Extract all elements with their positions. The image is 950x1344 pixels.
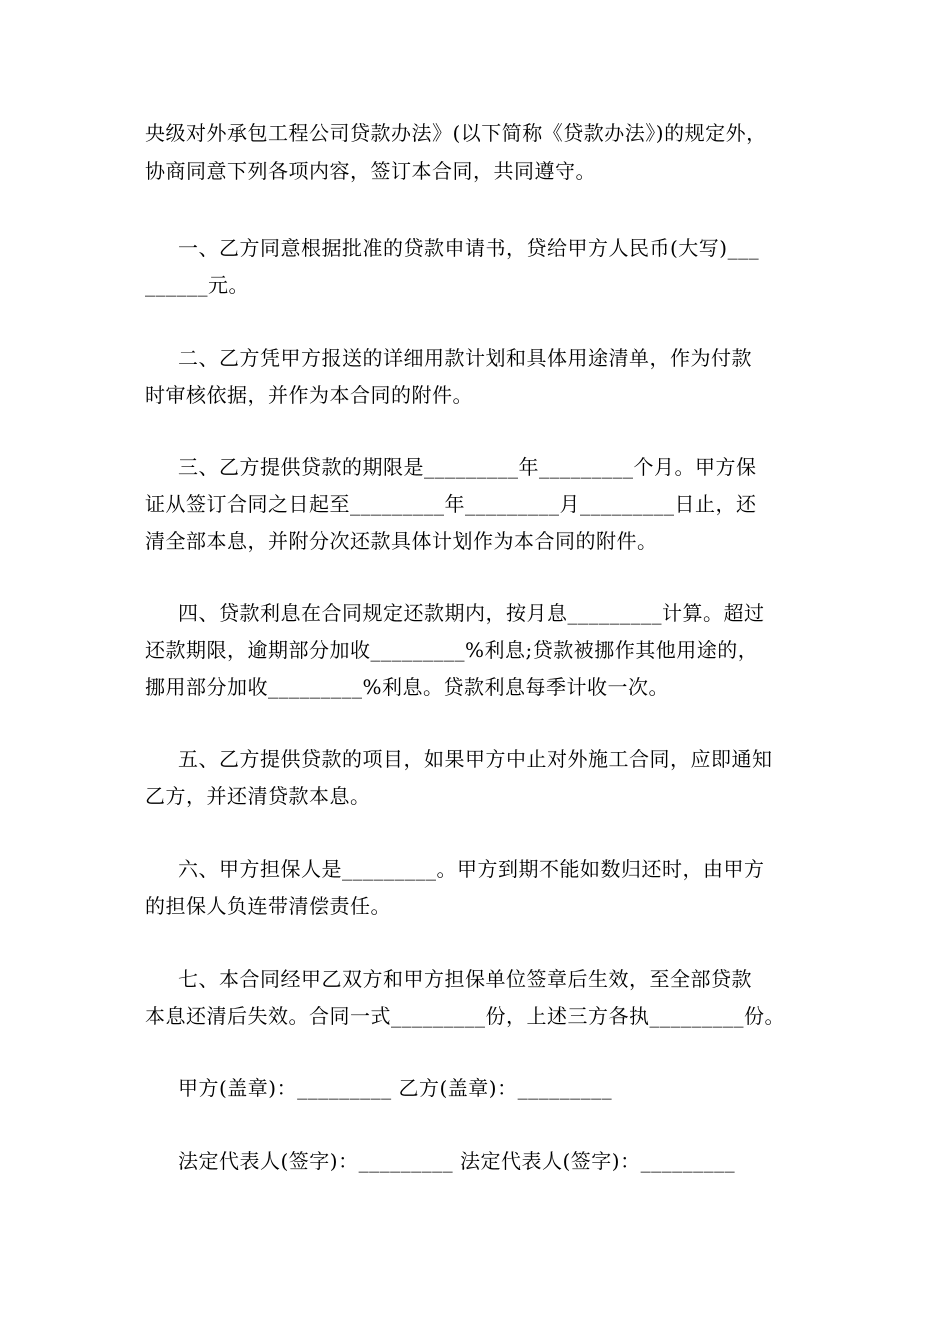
clause-2-line-1: 二、乙方凭甲方报送的详细用款计划和具体用途清单，作为付款	[178, 346, 752, 370]
clause-5-line-1: 五、乙方提供贷款的项目，如果甲方中止对外施工合同，应即通知	[178, 747, 773, 771]
clause-6-line-2: 的担保人负连带清偿责任。	[145, 894, 391, 918]
clause-4-line-1: 四、贷款利息在合同规定还款期内，按月息_________计算。超过	[178, 601, 765, 625]
clause-3-line-2: 证从签订合同之日起至_________年_________月_________日止，还	[145, 492, 757, 516]
signature-seals-line: 甲方(盖章)：_________ 乙方(盖章)：_________	[178, 1076, 613, 1100]
clause-7-line-1: 七、本合同经甲乙双方和甲方担保单位签章后生效，至全部贷款	[178, 967, 752, 991]
clause-3-line-1: 三、乙方提供贷款的期限是_________年_________个月。甲方保	[178, 455, 757, 479]
intro-line-2: 协商同意下列各项内容，签订本合同，共同遵守。	[145, 159, 596, 183]
signature-representatives-line: 法定代表人(签字)：_________ 法定代表人(签字)：_________	[178, 1149, 736, 1173]
clause-4-line-2: 还款期限，逾期部分加收_________%利息;贷款被挪作其他用途的，	[145, 638, 759, 662]
clause-2-line-2: 时审核依据，并作为本合同的附件。	[145, 383, 473, 407]
clause-1-line-2: ______元。	[145, 273, 249, 297]
clause-3-line-3: 清全部本息，并附分次还款具体计划作为本合同的附件。	[145, 529, 658, 553]
clause-4-line-3: 挪用部分加收_________%利息。贷款利息每季计收一次。	[145, 675, 670, 699]
intro-line-1: 央级对外承包工程公司贷款办法》(以下简称《贷款办法》)的规定外，	[145, 121, 767, 145]
clause-5-line-2: 乙方，并还清贷款本息。	[145, 784, 371, 808]
clause-7-line-2: 本息还清后失效。合同一式_________份，上述三方各执_________份。	[145, 1004, 785, 1028]
clause-6-line-1: 六、甲方担保人是_________。甲方到期不能如数归还时，由甲方	[178, 857, 765, 881]
clause-1-line-1: 一、乙方同意根据批准的贷款申请书，贷给甲方人民币(大写)___	[178, 236, 760, 260]
